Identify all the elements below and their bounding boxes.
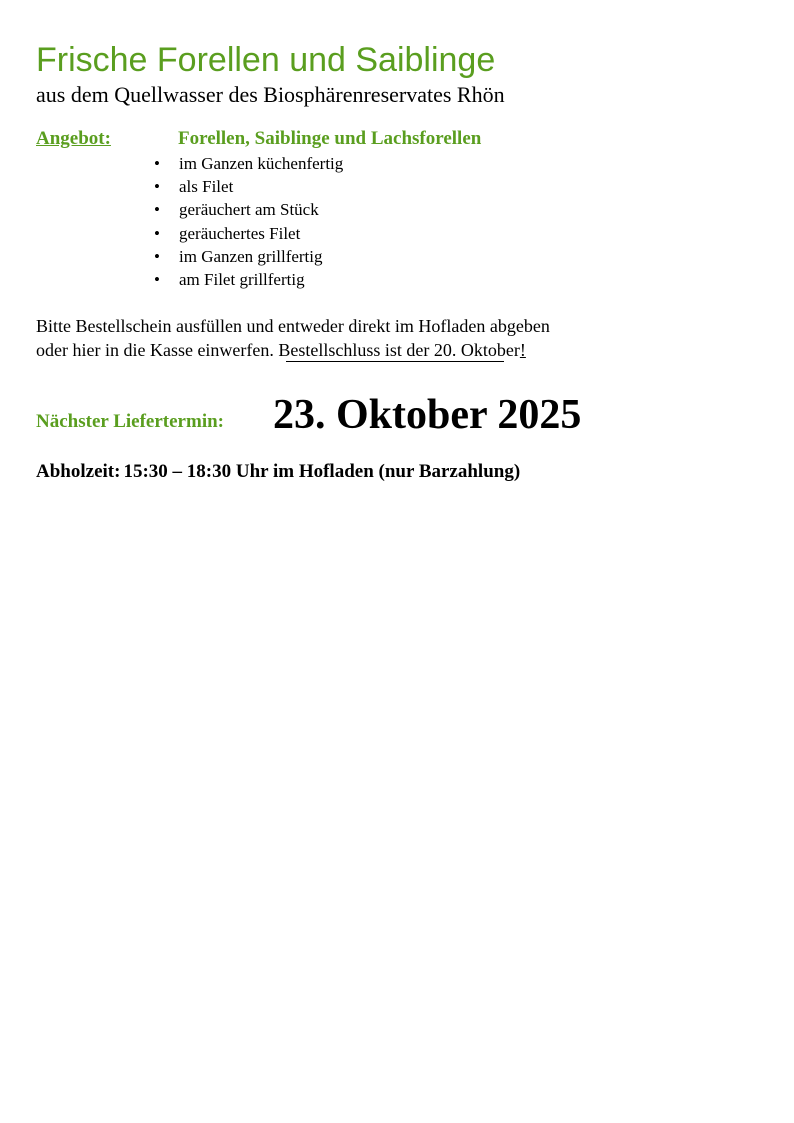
offer-list: [154, 152, 343, 291]
offer-item-label: im Ganzen küchenfertig: [179, 154, 344, 173]
bullet-icon: •: [154, 223, 160, 243]
pickup-text: 15:30 – 18:30 Uhr im Hofladen (nur Barzahlung): [123, 461, 521, 482]
delivery-date: 23. Oktober 2025: [273, 392, 582, 438]
list-item: [154, 198, 343, 221]
order-line-2-start: oder hier in die Kasse einwerfen.: [36, 340, 279, 360]
list-item: [154, 175, 343, 198]
offer-label: Angebot:: [36, 128, 111, 149]
bullet-icon: •: [154, 154, 160, 173]
offer-heading: Forellen, Saiblinge und Lachsforellen: [178, 128, 482, 149]
pickup-info: [36, 461, 520, 483]
list-item: [154, 152, 343, 175]
delivery-label: Nächster Liefertermin:: [36, 411, 224, 432]
offer-item-label: am Filet grillfertig: [179, 270, 305, 290]
list-item: [154, 268, 343, 291]
bullet-icon: •: [154, 177, 160, 197]
order-deadline-text: Bestellschluss ist der 20. Oktober: [278, 340, 520, 360]
list-item: [154, 222, 343, 245]
offer-item-label: geräuchert am Stück: [179, 200, 319, 220]
list-item: [154, 245, 343, 268]
offer-item-label: im Ganzen grillfertig: [179, 246, 323, 266]
page-subtitle: aus dem Quellwasser des Biosphärenreservates Rhön: [36, 82, 505, 107]
offer-item-label: als Filet: [179, 177, 234, 197]
order-deadline-exclamation: !: [519, 340, 526, 360]
order-instructions: [36, 314, 550, 362]
page-title: Frische Forellen und Saiblinge: [36, 41, 496, 79]
order-deadline: [278, 338, 519, 362]
pickup-label: Abholzeit:: [36, 461, 121, 482]
order-line-1: Bitte Bestellschein ausfüllen und entweder direkt im Hofladen abgeben: [36, 316, 550, 336]
order-line-2: [36, 338, 550, 362]
bullet-icon: •: [154, 200, 160, 220]
bullet-icon: •: [154, 270, 160, 290]
bullet-icon: •: [154, 246, 160, 266]
offer-item-label: geräuchertes Filet: [179, 223, 301, 243]
